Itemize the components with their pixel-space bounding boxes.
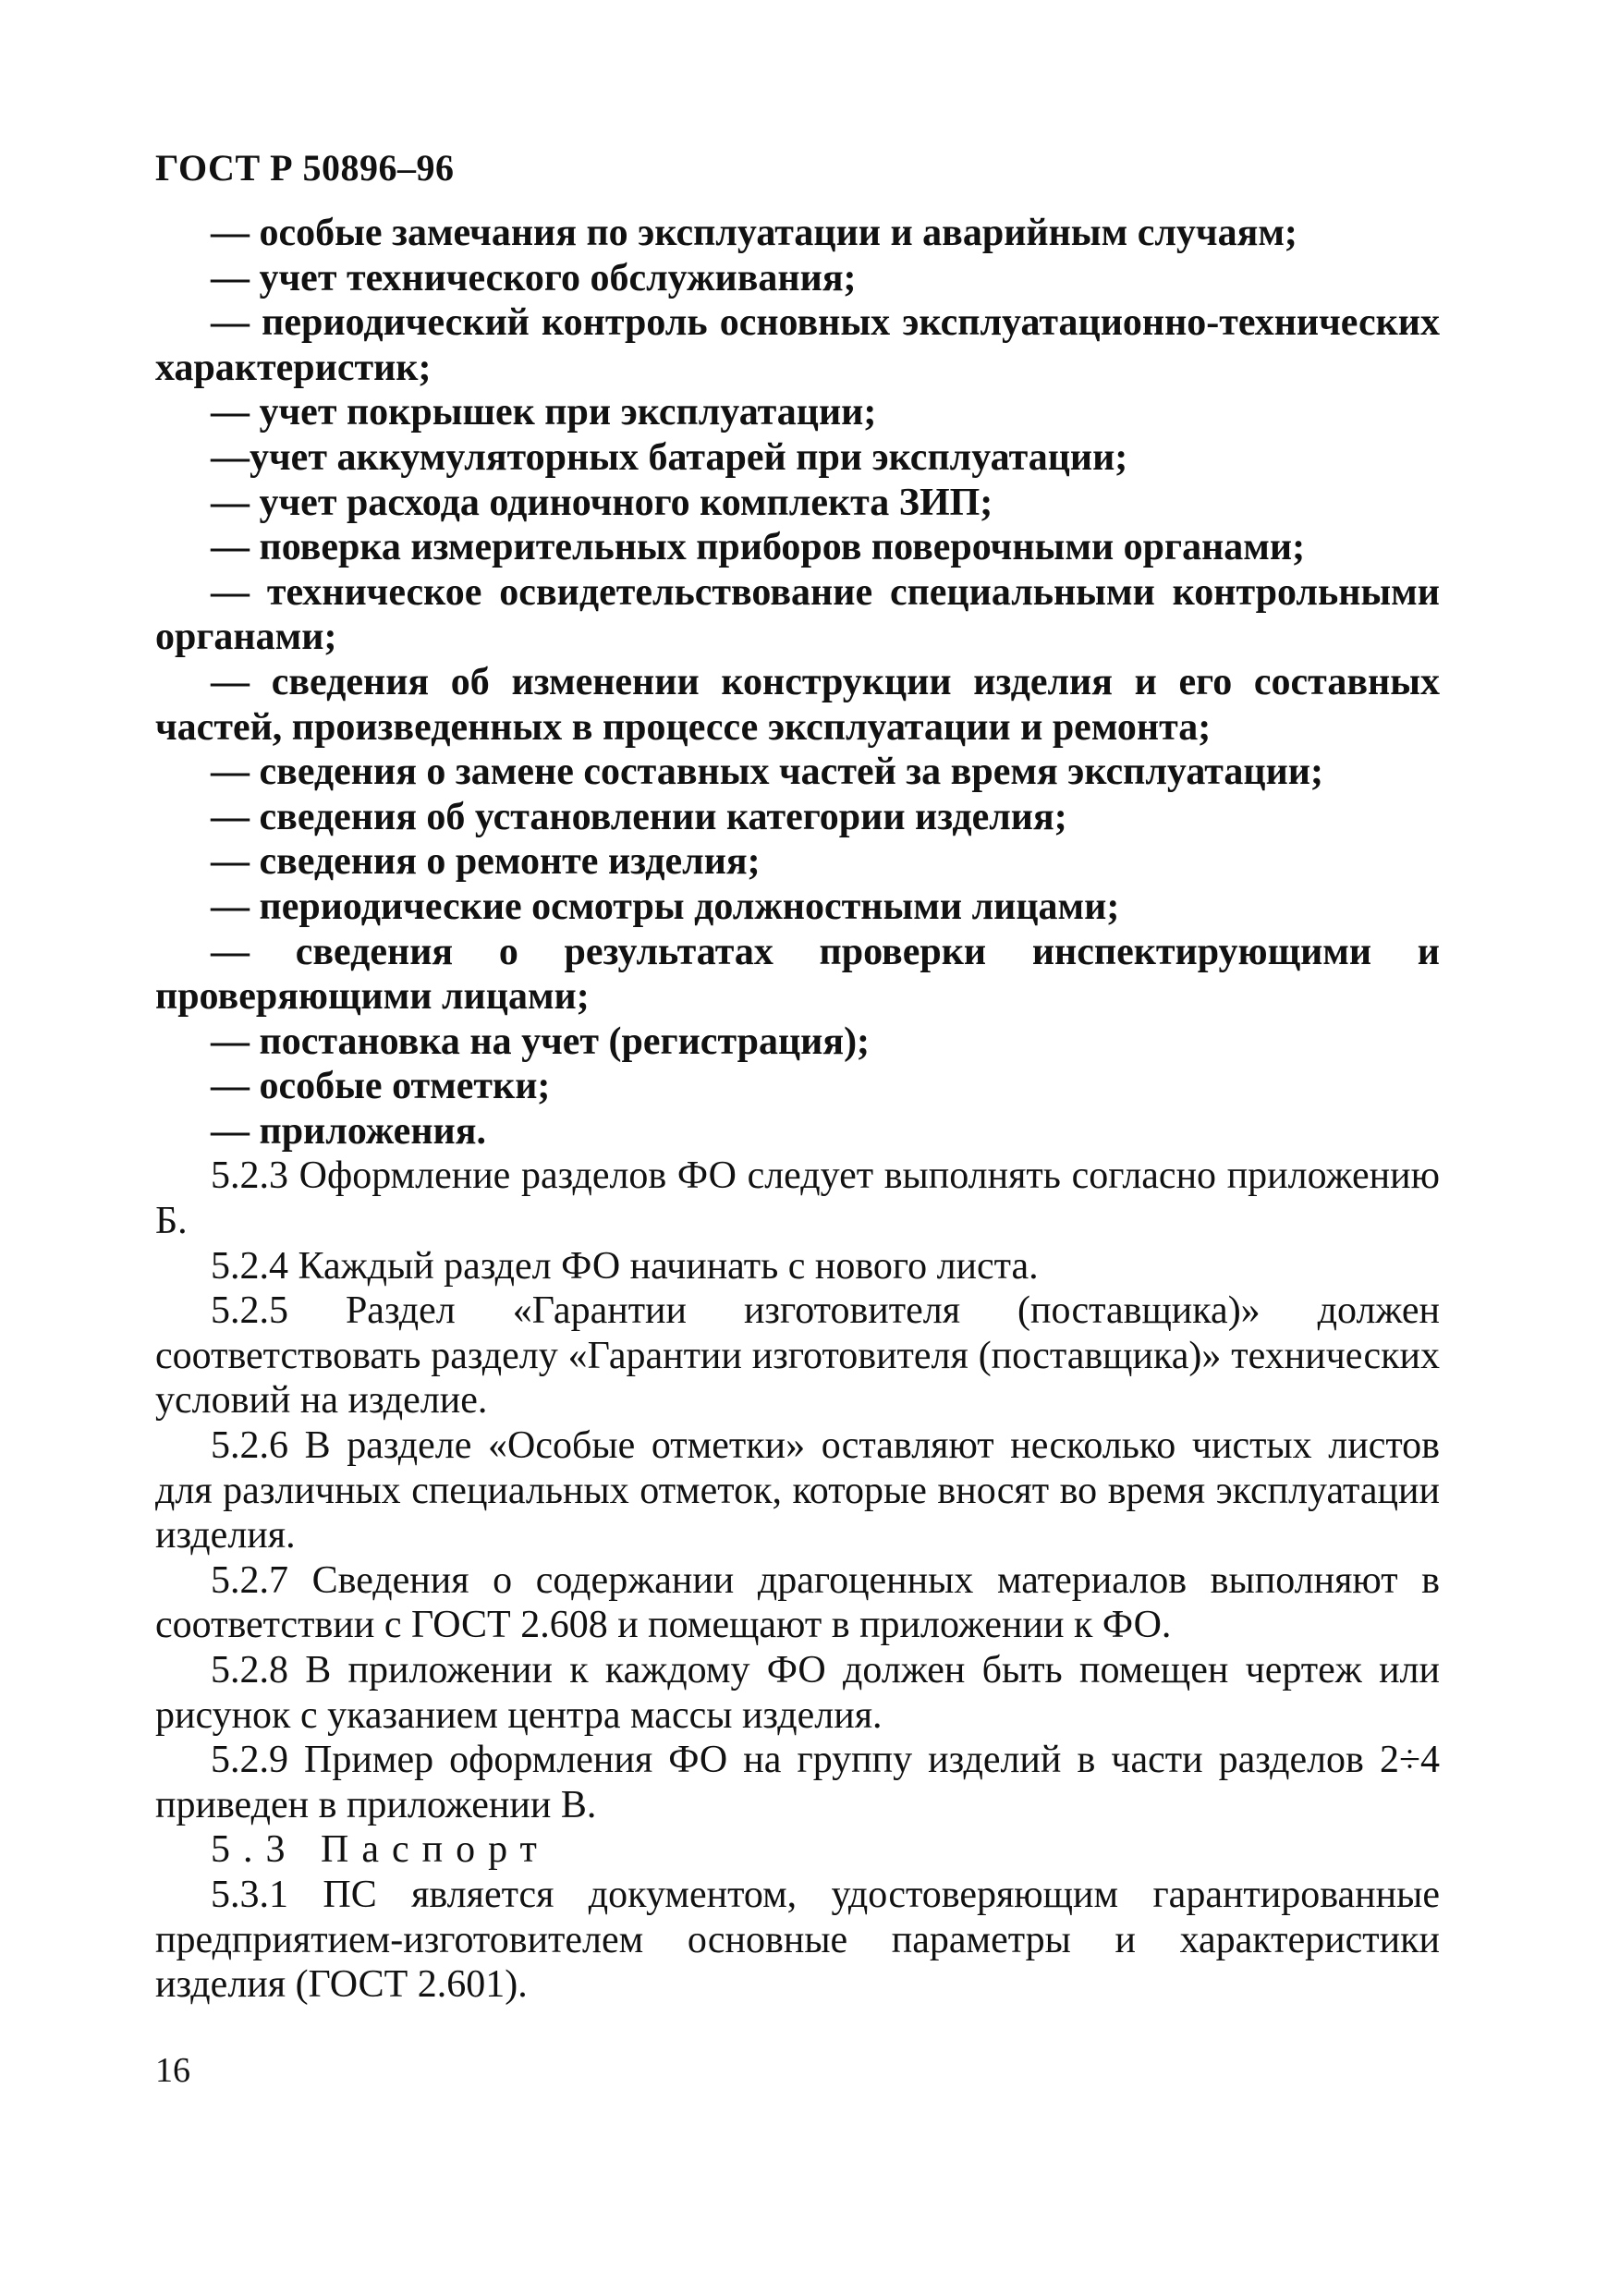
form-sections-list: [155, 211, 1440, 1154]
document-body: [155, 211, 1440, 2008]
list-item: — учет расхода одиночного комплекта ЗИП;: [211, 481, 993, 524]
list-item: — учет технического обслуживания;: [211, 256, 857, 299]
clause-5-2-7: 5.2.7 Сведения о содержании драгоценных материалов выполняют в соответствии с ГОСТ 2.608 и помещают в приложении к ФО.: [155, 1558, 1440, 1647]
clause-5-2-3: 5.2.3 Оформление разделов ФО следует выполнять согласно приложению Б.: [155, 1154, 1440, 1243]
list-item: — сведения об установлении категории изделия;: [211, 795, 1067, 838]
section-title-passport: 5.3 Паспорт: [211, 1828, 550, 1872]
list-item: — сведения об изменении конструкции изделия и его составных частей, произведенных в процессе эксплуатации и ремонта;: [155, 660, 1440, 749]
document-header: ГОСТ Р 50896–96: [155, 147, 455, 189]
list-item: — приложения.: [211, 1109, 486, 1153]
clause-5-2-8: 5.2.8 В приложении к каждому ФО должен быть помещен чертеж или рисунок с указанием центра массы изделия.: [155, 1649, 1440, 1737]
list-item: — сведения о ремонте изделия;: [211, 840, 761, 884]
clause-5-3-1: 5.3.1 ПС является документом, удостоверяющим гарантированные предприятием-изготовителем основные параметры и характеристики изделия (ГОСТ 2.601).: [155, 1873, 1440, 2007]
list-item: — учет покрышек при эксплуатации;: [211, 391, 877, 434]
clause-5-2-9: 5.2.9 Пример оформления ФО на группу изделий в части разделов 2÷4 приведен в приложении В.: [155, 1739, 1440, 1826]
list-item: — особые отметки;: [211, 1065, 551, 1108]
list-item: — сведения о замене составных частей за время эксплуатации;: [211, 751, 1323, 794]
list-item: — сведения о результатах проверки инспектирующими и проверяющими лицами;: [155, 930, 1440, 1019]
list-item: — периодический контроль основных эксплуатационно-технических характеристик;: [155, 301, 1440, 389]
clause-5-2-6: 5.2.6 В разделе «Особые отметки» оставляют несколько чистых листов для различных специальных отметок, которые вносят во время эксплуатации изделия.: [155, 1424, 1440, 1557]
clause-5-2-5: 5.2.5 Раздел «Гарантии изготовителя (поставщика)» должен соответствовать разделу «Гарантии изготовителя (поставщика)» технических условий на изделие.: [155, 1289, 1440, 1423]
page-number: 16: [155, 2051, 190, 2090]
list-item: — периодические осмотры должностными лицами;: [211, 885, 1120, 928]
list-item: — постановка на учет (регистрация);: [211, 1020, 871, 1063]
list-item: —учет аккумуляторных батарей при эксплуатации;: [211, 435, 1128, 479]
list-item: — поверка измерительных приборов поверочными органами;: [211, 526, 1306, 569]
clause-5-2-4: 5.2.4 Каждый раздел ФО начинать с нового листа.: [211, 1244, 1039, 1288]
list-item: — техническое освидетельствование специальными контрольными органами;: [155, 570, 1440, 659]
list-item: — особые замечания по эксплуатации и аварийным случаям;: [211, 212, 1297, 254]
